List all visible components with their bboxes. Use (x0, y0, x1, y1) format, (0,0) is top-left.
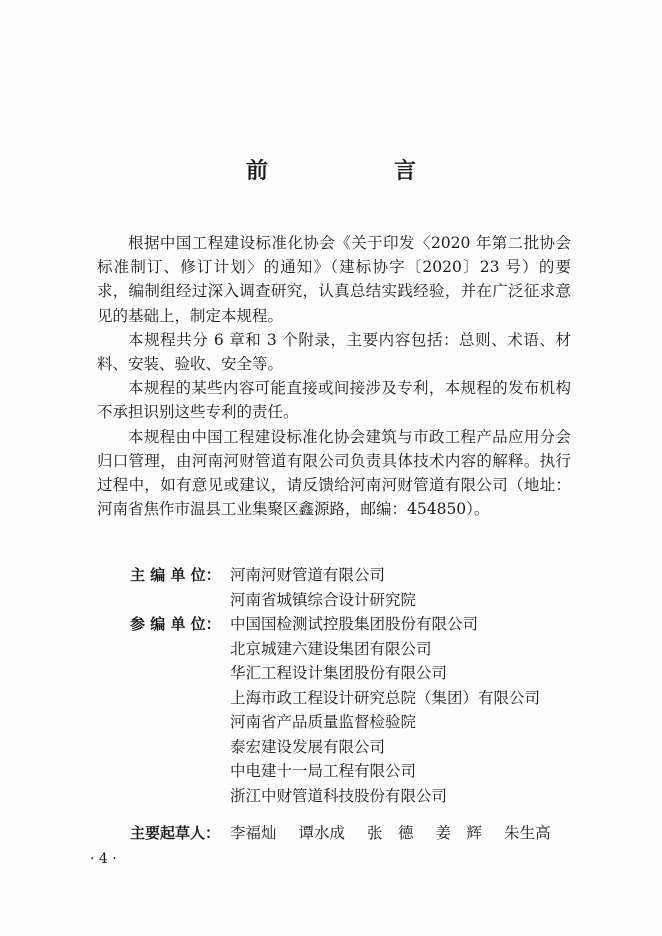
chief-unit-row (130, 588, 540, 613)
drafters-label: 主要起草人： (130, 824, 221, 842)
participating-unit: 北京城建六建设集团有限公司 (230, 639, 432, 658)
paragraph: 本规程由中国工程建设标准化协会建筑与市政工程产品应用分会归口管理，由河南河财管道有限公司负责具体技术内容的解释。执行过程中，如有意见或建议，请反馈给河南河财管道有限公司（地址：河南省焦作市温县工业集聚区鑫源路，邮编：454850）。 (97, 427, 571, 519)
participating-unit: 泰宏建设发展有限公司 (230, 737, 386, 756)
participating-unit: 中国国检测试控股集团股份有限公司 (230, 615, 479, 633)
drafter-name: 谭水成 (298, 824, 346, 842)
page-title: 前 言 (245, 159, 468, 184)
paragraph: 本规程共分 6 章和 3 个附录，主要内容包括：总则、术语、材料、安装、验收、安全等。 (97, 330, 571, 374)
participating-unit-row (130, 735, 540, 760)
paragraph: 本规程的某些内容可能直接或间接涉及专利，本规程的发布机构不承担识别这些专利的责任。 (97, 379, 571, 422)
chief-units-label: 主 编 单 位： (130, 566, 221, 584)
drafters-row (130, 821, 573, 843)
participating-unit: 中电建十一局工程有限公司 (230, 762, 417, 780)
participating-unit-row (130, 661, 540, 686)
drafter-name: 朱生高 (504, 824, 551, 842)
participating-unit-row (130, 784, 540, 809)
drafter-name: 张 德 (367, 824, 414, 842)
drafter-name: 李福灿 (230, 824, 277, 842)
participating-unit: 浙江中财管道科技股份有限公司 (230, 786, 448, 805)
participating-unit-row (130, 710, 540, 735)
units-list (130, 563, 540, 808)
participating-unit: 华汇工程设计集团股份有限公司 (230, 664, 448, 682)
participating-unit-row (130, 686, 540, 711)
chief-unit: 河南省城镇综合设计研究院 (230, 590, 417, 609)
participating-unit-row (130, 759, 540, 784)
drafter-name: 姜 辉 (435, 824, 483, 842)
participating-unit-row (130, 637, 540, 662)
chief-unit-row (130, 563, 540, 588)
preface-body (97, 231, 571, 521)
paragraph: 根据中国工程建设标准化协会《关于印发〈2020 年第二批协会标准制订、修订计划〉的通知》（建标协字〔2020〕23 号）的要求，编制组经过深入调查研究，认真总结实践经验，并在广泛征求意见的基础上，制定本规程。 (97, 234, 571, 325)
page-number: · 4 · (90, 851, 117, 867)
participating-units-label: 参 编 单 位： (130, 615, 221, 633)
participating-unit: 上海市政工程设计研究总院（集团）有限公司 (230, 688, 541, 707)
participating-unit-row (130, 612, 540, 637)
participating-unit: 河南省产品质量监督检验院 (230, 713, 417, 731)
chief-unit: 河南河财管道有限公司 (230, 566, 386, 584)
